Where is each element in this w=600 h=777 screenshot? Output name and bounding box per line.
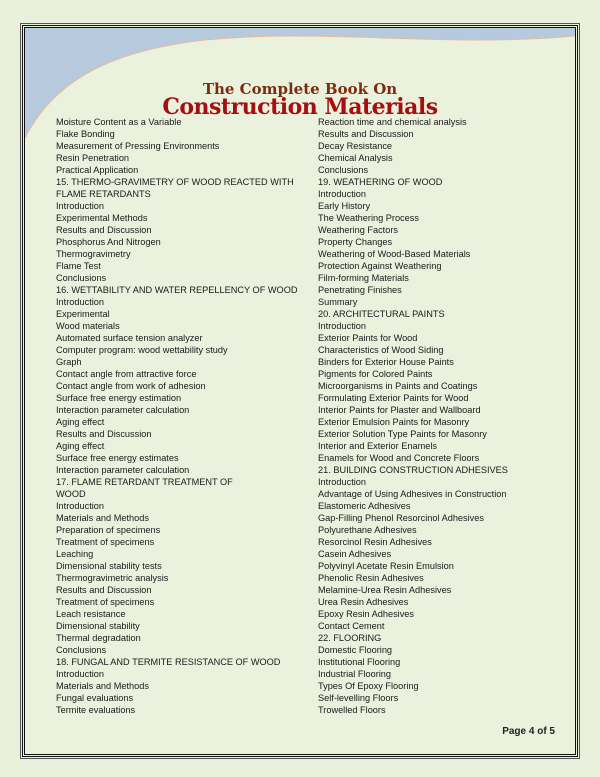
toc-entry: Introduction [318, 321, 367, 331]
toc-entry: Urea Resin Adhesives [318, 597, 409, 607]
toc-entry: Interaction parameter calculation [56, 405, 190, 415]
toc-entry: Experimental [56, 309, 110, 319]
toc-entry: 21. BUILDING CONSTRUCTION ADHESIVES [318, 465, 508, 475]
toc-entry: Trowelled Floors [318, 705, 386, 715]
toc-entry: Industrial Flooring [318, 669, 392, 679]
toc-entry: 15. THERMO-GRAVIMETRY OF WOOD REACTED WITH [56, 177, 294, 187]
toc-entry: Interaction parameter calculation [56, 465, 190, 475]
toc-entry: Materials and Methods [56, 681, 149, 691]
toc-entry: Conclusions [56, 273, 107, 283]
toc-entry: Summary [318, 297, 358, 307]
toc-entry: Epoxy Resin Adhesives [318, 609, 415, 619]
toc-entry: Preparation of specimens [56, 525, 161, 535]
toc-entry: Termite evaluations [56, 705, 136, 715]
toc-entry: Automated surface tension analyzer [56, 333, 203, 343]
toc-entry: Phosphorus And Nitrogen [56, 237, 161, 247]
toc-entry: Resin Penetration [56, 153, 130, 163]
toc-entry: Exterior Paints for Wood [318, 333, 418, 343]
toc-entry: Contact angle from work of adhesion [56, 381, 206, 391]
toc-entry: Film-forming Materials [318, 273, 409, 283]
toc-entry: Penetrating Finishes [318, 285, 402, 295]
toc-entry: Self-levelling Floors [318, 693, 399, 703]
toc-entry: Binders for Exterior House Paints [318, 357, 454, 367]
toc-entry: Materials and Methods [56, 513, 149, 523]
toc-entry: Measurement of Pressing Environments [56, 141, 220, 151]
toc-entry: Dimensional stability [56, 621, 140, 631]
toc-entry: Surface free energy estimates [56, 453, 179, 463]
toc-entry: Introduction [318, 477, 367, 487]
toc-entry: Domestic Flooring [318, 645, 393, 655]
toc-entry: Early History [318, 201, 371, 211]
toc-entry: Weathering of Wood-Based Materials [318, 249, 471, 259]
toc-entry: Phenolic Resin Adhesives [318, 573, 424, 583]
toc-entry: Surface free energy estimation [56, 393, 182, 403]
toc-entry: Conclusions [318, 165, 369, 175]
toc-entry: FLAME RETARDANTS [56, 189, 151, 199]
toc-entry: Contact angle from attractive force [56, 369, 197, 379]
toc-entry: Enamels for Wood and Concrete Floors [318, 453, 480, 463]
toc-entry: Conclusions [56, 645, 107, 655]
toc-entry: 19. WEATHERING OF WOOD [318, 177, 443, 187]
toc-entry: Dimensional stability tests [56, 561, 162, 571]
toc-entry: Moisture Content as a Variable [56, 117, 182, 127]
toc-entry: Fungal evaluations [56, 693, 134, 703]
toc-entry: Elastomeric Adhesives [318, 501, 411, 511]
toc-entry: Characteristics of Wood Siding [318, 345, 444, 355]
toc-entry: Introduction [56, 669, 105, 679]
toc-entry: Introduction [56, 501, 105, 511]
toc-entry: Introduction [318, 189, 367, 199]
toc-entry: Results and Discussion [56, 225, 152, 235]
toc-entry: Types Of Epoxy Flooring [318, 681, 419, 691]
page-number: Page 4 of 5 [502, 726, 555, 737]
toc-entry: Microorganisms in Paints and Coatings [318, 381, 478, 391]
toc-entry: 17. FLAME RETARDANT TREATMENT OF [56, 477, 233, 487]
toc-entry: Treatment of specimens [56, 537, 155, 547]
toc-entry: Aging effect [56, 441, 105, 451]
toc-entry: Formulating Exterior Paints for Wood [318, 393, 469, 403]
toc-entry: Chemical Analysis [318, 153, 393, 163]
book-subtitle: The Complete Book On [202, 80, 398, 98]
toc-entry: Leaching [56, 549, 94, 559]
toc-entry: Protection Against Weathering [318, 261, 442, 271]
page-frame [22, 25, 578, 757]
toc-entry: Institutional Flooring [318, 657, 401, 667]
toc-entry: Interior Paints for Plaster and Wallboard [318, 405, 481, 415]
toc-entry: Polyurethane Adhesives [318, 525, 417, 535]
toc-entry: 16. WETTABILITY AND WATER REPELLENCY OF WOOD [56, 285, 298, 295]
toc-entry: Reaction time and chemical analysis [318, 117, 467, 127]
toc-entry: Results and Discussion [56, 585, 152, 595]
toc-entry: Advantage of Using Adhesives in Construction [318, 489, 507, 499]
toc-entry: 22. FLOORING [318, 633, 382, 643]
toc-entry: Casein Adhesives [318, 549, 392, 559]
book-title: Construction Materials [162, 94, 438, 120]
toc-entry: Pigments for Colored Paints [318, 369, 433, 379]
toc-right-column [318, 116, 550, 716]
toc-entry: 20. ARCHITECTURAL PAINTS [318, 309, 445, 319]
toc-entry: The Weathering Process [318, 213, 419, 223]
toc-entry: Exterior Emulsion Paints for Masonry [318, 417, 470, 427]
toc-entry: Decay Resistance [318, 141, 393, 151]
toc-entry: Introduction [56, 201, 105, 211]
toc-entry: Leach resistance [56, 609, 126, 619]
toc-entry: Thermogravimetric analysis [56, 573, 169, 583]
toc-entry: Exterior Solution Type Paints for Masonry [318, 429, 487, 439]
toc-entry: Thermogravimetry [56, 249, 131, 259]
toc-entry: Results and Discussion [56, 429, 152, 439]
toc-entry: Practical Application [56, 165, 139, 175]
toc-entry: Graph [56, 357, 82, 367]
toc-entry: Resorcinol Resin Adhesives [318, 537, 432, 547]
toc-entry: Thermal degradation [56, 633, 141, 643]
toc-entry: Introduction [56, 297, 105, 307]
toc-left-column [56, 116, 298, 716]
toc-entry: Computer program: wood wettability study [56, 345, 228, 355]
toc-entry: Flame Test [56, 261, 101, 271]
toc-entry: Flake Bonding [56, 129, 115, 139]
toc-entry: Contact Cement [318, 621, 385, 631]
toc-entry: Polyvinyl Acetate Resin Emulsion [318, 561, 454, 571]
toc-entry: Interior and Exterior Enamels [318, 441, 437, 451]
toc-entry: Results and Discussion [318, 129, 414, 139]
toc-entry: Weathering Factors [318, 225, 399, 235]
toc-entry: Wood materials [56, 321, 120, 331]
toc-entry: WOOD [56, 489, 86, 499]
toc-entry: Gap-Filling Phenol Resorcinol Adhesives [318, 513, 484, 523]
toc-entry: Treatment of specimens [56, 597, 155, 607]
toc-entry: Property Changes [318, 237, 393, 247]
toc-entry: Melamine-Urea Resin Adhesives [318, 585, 452, 595]
toc-entry: 18. FUNGAL AND TERMITE RESISTANCE OF WOOD [56, 657, 281, 667]
toc-entry: Aging effect [56, 417, 105, 427]
toc-entry: Experimental Methods [56, 213, 148, 223]
